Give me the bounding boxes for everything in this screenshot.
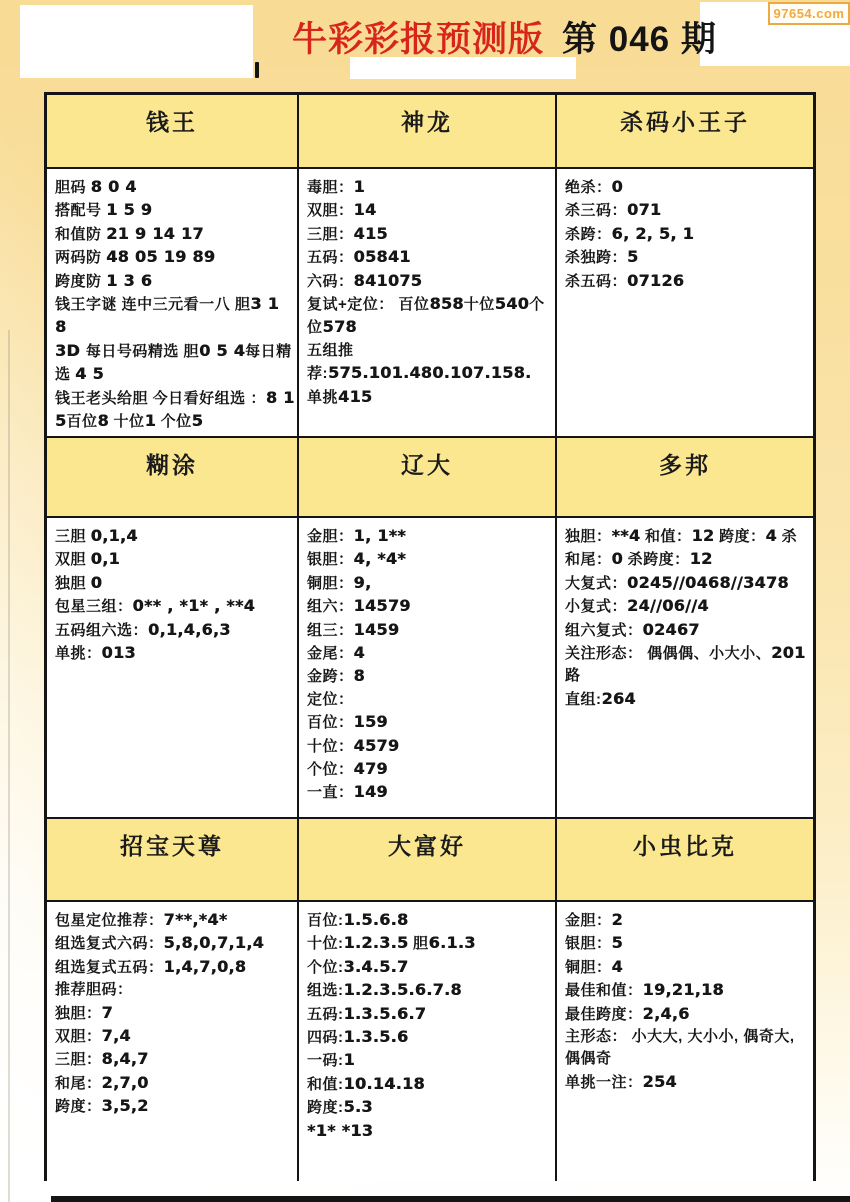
prediction-numbers: **4 (611, 526, 641, 545)
text-line (307, 1120, 553, 1143)
prediction-numbers: 02467 (642, 619, 700, 639)
text-line (307, 1096, 553, 1119)
section-title-shamaxiaowangzi: 杀码小王子 (557, 95, 813, 167)
text-line (55, 293, 295, 340)
text-line (55, 1025, 295, 1048)
prediction-numbers: 578 (322, 317, 357, 337)
prediction-numbers: 4 (611, 956, 623, 976)
section-content-shenlong (299, 169, 555, 436)
scan-edge-line (8, 330, 10, 1202)
text-line (307, 1073, 553, 1096)
text-line (55, 932, 295, 955)
prediction-numbers: 1 (343, 1050, 355, 1070)
prediction-label: 最佳跨度： (565, 1005, 643, 1023)
prediction-label: 组选复式五码： (55, 958, 164, 976)
section-title-dafuhao: 大富好 (299, 819, 555, 900)
prediction-numbers: 415 (338, 386, 373, 406)
text-line (55, 548, 295, 571)
prediction-numbers: 8,4,7 (101, 1049, 149, 1069)
prediction-label: 金胆： (307, 528, 354, 545)
prediction-numbers: 159 (353, 712, 388, 732)
prediction-numbers: 1.2.3.5.6.7.8 (343, 980, 462, 1000)
text-line (565, 979, 811, 1002)
prediction-label: 双胆 (55, 551, 91, 569)
section-content-zhaobaotianzun (47, 902, 297, 1181)
text-line (55, 1095, 295, 1118)
text-line (565, 932, 811, 955)
prediction-numbers: 1 3 6 (106, 270, 153, 290)
text-line (55, 246, 295, 269)
prediction-label: 金胆： (565, 912, 612, 929)
text-line (307, 293, 553, 340)
prediction-numbers: 149 (353, 782, 388, 802)
prediction-label: 杀跨： (565, 225, 612, 243)
prediction-numbers: 8 0 4 (90, 177, 137, 196)
prediction-label: 单挑 (307, 388, 339, 406)
prediction-numbers: 24//06//4 (627, 596, 709, 616)
prediction-label: 胆码 (55, 179, 91, 196)
prediction-numbers: 1.3.5.6 (343, 1027, 409, 1047)
prediction-label: 跨度防 (55, 272, 107, 290)
text-line (55, 1072, 295, 1095)
prediction-numbers: 5 (611, 933, 623, 953)
prediction-label: 组三： (307, 621, 354, 639)
prediction-numbers: 415 (353, 223, 388, 243)
prediction-numbers: 0** , *1* , **4 (132, 596, 256, 616)
prediction-label: 三胆 (55, 528, 91, 545)
text-line (307, 340, 553, 386)
text-line (307, 548, 553, 571)
section-title-qianwang: 钱王 (47, 95, 297, 167)
prediction-label: 个位: (307, 958, 344, 976)
prediction-label: 绝杀： (565, 179, 612, 196)
prediction-label: 组六： (307, 598, 354, 616)
prediction-label: 两码防 (55, 249, 107, 267)
prediction-numbers: 48 05 19 89 (106, 247, 216, 267)
prediction-label: 大复式： (565, 574, 628, 592)
prediction-label: 推荐胆码： (55, 981, 133, 999)
prediction-numbers: 3D (55, 340, 86, 360)
prediction-label: 独胆： (55, 1004, 102, 1022)
text-line (565, 909, 811, 932)
text-line (55, 956, 295, 979)
prediction-label: 金尾： (307, 645, 354, 663)
prediction-label: 铜胆： (307, 574, 354, 592)
prediction-label: 铜胆： (565, 958, 612, 976)
prediction-label: 三胆： (307, 225, 354, 243)
prediction-numbers: 8 (353, 666, 365, 686)
section-content-liaoda (299, 518, 555, 817)
bottom-rule (51, 1196, 850, 1202)
prediction-label: 十位： (307, 737, 354, 755)
prediction-label: 跨度: (307, 1099, 344, 1117)
prediction-numbers: 21 9 14 17 (106, 223, 204, 243)
prediction-numbers: 4 (765, 526, 777, 545)
prediction-numbers: 05841 (353, 247, 411, 267)
prediction-numbers: 2,4,6 (642, 1003, 690, 1023)
text-line (565, 1026, 811, 1071)
prediction-label: 五码: (307, 1005, 344, 1023)
text-line (307, 735, 553, 758)
poster-title: 牛彩彩报预测版 (292, 20, 545, 59)
prediction-label: 杀和尾： (565, 528, 798, 569)
prediction-label: 直组: (565, 690, 602, 708)
prediction-label: 每日精选 (55, 342, 292, 384)
text-line (55, 270, 295, 293)
text-line (565, 595, 811, 618)
prediction-label: 跨度： (55, 1098, 102, 1116)
prediction-label: 百位 (66, 413, 98, 431)
prediction-numbers: 575.101.480.107.158. (328, 363, 532, 383)
prediction-label: 复试+定位： 百位 (307, 296, 430, 314)
text-line (565, 525, 811, 572)
prediction-label: 独胆： (565, 528, 612, 545)
prediction-numbers: 7,4 (101, 1026, 131, 1046)
text-line (565, 270, 811, 293)
prediction-numbers: 6.1.3 (428, 933, 476, 953)
text-line (307, 642, 553, 665)
prediction-numbers: 3 1 8 (55, 294, 280, 337)
prediction-numbers: 0 (611, 177, 623, 196)
prediction-numbers: 10.14.18 (343, 1073, 425, 1093)
prediction-label: 金跨： (307, 668, 354, 686)
prediction-label: 百位： (307, 714, 354, 732)
prediction-label: 单挑： (55, 645, 102, 663)
section-content-qianwang (47, 169, 297, 436)
prediction-label: 和尾： (55, 1074, 102, 1092)
prediction-numbers: 3,5,2 (101, 1096, 149, 1116)
prediction-label: 关注形态： 偶偶偶、小大小、 (565, 645, 772, 663)
text-line (307, 572, 553, 595)
prediction-numbers: 0,1,4,6,3 (148, 619, 231, 639)
prediction-numbers: 1.5.6.8 (343, 910, 409, 929)
prediction-label: 双胆： (55, 1028, 102, 1046)
section-title-hutu: 糊涂 (47, 438, 297, 516)
prediction-label: 十位 (108, 413, 145, 431)
section-title-shenlong: 神龙 (299, 95, 555, 167)
prediction-label: 杀独跨： (565, 249, 628, 267)
prediction-numbers: 5.3 (343, 1097, 373, 1117)
text-line (307, 1026, 553, 1049)
prediction-numbers: 14 (353, 200, 377, 220)
prediction-label: 胆 (408, 935, 429, 953)
prediction-numbers: 841075 (353, 270, 423, 290)
text-line (565, 199, 811, 222)
prediction-numbers: 1 5 9 (106, 200, 153, 220)
section-content-shamaxiaowangzi (557, 169, 813, 436)
text-line (55, 525, 295, 548)
text-line (307, 199, 553, 222)
prediction-label: 杀五码： (565, 272, 628, 290)
prediction-label: 个位 (156, 413, 192, 431)
prediction-numbers: 19,21,18 (642, 980, 724, 1000)
prediction-label: 四码: (307, 1029, 344, 1047)
prediction-label: 跨度： (714, 528, 766, 545)
text-line (307, 979, 553, 1002)
prediction-numbers: 0,1,4 (90, 526, 138, 545)
prediction-label: 最佳和值： (565, 982, 643, 1000)
prediction-numbers: 2 (611, 910, 623, 929)
prediction-numbers: 1.3.5.6.7 (343, 1003, 427, 1023)
text-line (55, 387, 295, 434)
section-title-duobang: 多邦 (557, 438, 813, 516)
prediction-label: 杀三码： (565, 202, 628, 220)
text-line (565, 1003, 811, 1026)
text-line (307, 956, 553, 979)
prediction-numbers: 7 (101, 1002, 113, 1022)
prediction-numbers: 12 (691, 526, 715, 545)
prediction-label: 小复式： (565, 598, 628, 616)
prediction-numbers: 5,8,0,7,1,4 (163, 933, 265, 953)
text-line (565, 956, 811, 979)
prediction-numbers: 0245//0468//3478 (627, 572, 789, 592)
prediction-numbers: 0 5 4 (199, 340, 246, 360)
prediction-label: 毒胆： (307, 179, 354, 196)
prediction-label: 钱王字谜 连中三元看一八 胆 (55, 296, 251, 314)
prediction-numbers: 1 (144, 411, 156, 431)
prediction-label: 组六复式： (565, 621, 643, 639)
prediction-label: 主形态： 小大大, 大小小, 偶奇大, 偶偶奇 (565, 1028, 795, 1068)
prediction-numbers: 1, 1** (353, 526, 406, 545)
text-line (55, 1048, 295, 1071)
prediction-label: 双胆： (307, 202, 354, 220)
text-line (565, 246, 811, 269)
prediction-numbers: 8 (97, 411, 109, 431)
prediction-numbers: 07126 (627, 270, 685, 290)
ink-mark (255, 62, 259, 78)
prediction-label: 钱王老头给胆 今日看好组选 ： (55, 389, 266, 407)
prediction-numbers: 1459 (353, 619, 400, 639)
text-line (55, 979, 295, 1001)
text-line (307, 270, 553, 293)
prediction-numbers: 14579 (353, 596, 411, 616)
prediction-label: 和值防 (55, 225, 107, 243)
text-line (565, 688, 811, 711)
prediction-numbers: 479 (353, 759, 388, 779)
prediction-label: 组选: (307, 982, 344, 1000)
text-line (565, 572, 811, 595)
prediction-label: 五组推荐: (307, 341, 354, 383)
text-line (55, 340, 295, 387)
text-line (55, 199, 295, 222)
text-line (307, 595, 553, 618)
prediction-numbers: 5 (191, 411, 204, 431)
section-title-liaoda: 辽大 (299, 438, 555, 516)
issue-number: 第 046 期 (562, 20, 717, 59)
prediction-label: 和值: (307, 1075, 344, 1093)
prediction-numbers: 4, *4* (353, 549, 406, 569)
prediction-label: 杀跨度： (622, 551, 690, 569)
prediction-label: 包星定位推荐： (55, 912, 164, 929)
prediction-numbers: 9, (353, 572, 372, 592)
prediction-label: 十位 (463, 296, 495, 314)
page-title (292, 16, 717, 58)
text-line (307, 711, 553, 734)
text-line (307, 909, 553, 932)
prediction-numbers: 013 (101, 643, 136, 663)
prediction-numbers: 0,1 (90, 549, 120, 569)
text-line (565, 176, 811, 199)
prediction-numbers: 4579 (353, 735, 400, 755)
prediction-numbers: 7**,*4* (163, 910, 228, 929)
section-content-hutu (47, 518, 297, 817)
prediction-numbers: 0 (611, 549, 623, 569)
text-line (55, 619, 295, 642)
text-line (307, 1049, 553, 1072)
prediction-numbers: 8 1 5 (55, 387, 295, 431)
prediction-label: 组选复式六码： (55, 935, 164, 953)
section-content-xiaochongbike (557, 902, 813, 1181)
text-line (565, 223, 811, 246)
text-line (55, 176, 295, 199)
prediction-label: 独胆 (55, 574, 91, 592)
redacted-box-top-left (20, 5, 253, 78)
text-line (565, 619, 811, 642)
prediction-label: 一直： (307, 784, 354, 802)
text-line (307, 1003, 553, 1026)
prediction-label: 银胆： (565, 935, 612, 953)
prediction-numbers: 540 (494, 294, 530, 314)
text-line (307, 223, 553, 246)
text-line (55, 642, 295, 665)
prediction-numbers: 6, 2, 5, 1 (611, 223, 694, 243)
prediction-label: 包星三组： (55, 598, 133, 616)
prediction-numbers: 4 (353, 643, 365, 663)
text-line (307, 781, 553, 804)
prediction-numbers: 1 (353, 177, 365, 196)
prediction-label: 银胆： (307, 551, 354, 569)
prediction-numbers: *1* *13 (307, 1120, 374, 1140)
prediction-numbers: 1,4,7,0,8 (163, 956, 247, 976)
section-content-dafuhao (299, 902, 555, 1181)
prediction-label: 搭配号 (55, 202, 107, 220)
prediction-label: 每日号码精选 胆 (85, 342, 200, 360)
prediction-label: 一码: (307, 1052, 344, 1070)
text-line (565, 1071, 811, 1094)
prediction-grid (44, 92, 816, 1181)
text-line (307, 665, 553, 688)
prediction-numbers: 264 (601, 688, 636, 708)
prediction-numbers: 201 (771, 643, 806, 663)
prediction-label: 单挑一注： (565, 1073, 643, 1091)
text-line (55, 595, 295, 618)
prediction-label: 五码组六选： (55, 621, 149, 639)
section-title-xiaochongbike: 小虫比克 (557, 819, 813, 900)
prediction-numbers: 0 (90, 572, 103, 592)
prediction-numbers: 1.2.3.5 (343, 933, 409, 953)
watermark-badge: 97654.com (768, 2, 850, 25)
section-title-zhaobaotianzun: 招宝天尊 (47, 819, 297, 900)
prediction-label: 个位： (307, 761, 354, 779)
prediction-numbers: 5 (627, 247, 639, 267)
prediction-label: 定位： (307, 690, 354, 708)
prediction-label: 五码： (307, 249, 354, 267)
text-line (307, 758, 553, 781)
text-line (307, 176, 553, 199)
text-line (307, 689, 553, 711)
prediction-numbers: 12 (689, 549, 713, 569)
text-line (307, 525, 553, 548)
prediction-label: 六码： (307, 272, 354, 290)
prediction-label: 路 (565, 667, 581, 685)
text-line (307, 386, 553, 409)
text-line (307, 932, 553, 955)
prediction-numbers: 858 (429, 294, 464, 314)
text-line (307, 246, 553, 269)
text-line (55, 909, 295, 932)
prediction-label: 个位 (307, 296, 545, 337)
text-line (55, 572, 295, 595)
prediction-numbers: 3.4.5.7 (343, 956, 409, 976)
text-line (55, 1002, 295, 1025)
text-line (55, 223, 295, 246)
prediction-label: 十位: (307, 935, 344, 953)
prediction-label: 三胆： (55, 1051, 102, 1069)
prediction-label: 和值： (640, 528, 692, 545)
text-line (565, 642, 811, 688)
prediction-numbers: 2,7,0 (101, 1072, 149, 1092)
prediction-numbers: 4 5 (75, 364, 104, 384)
prediction-numbers: 254 (642, 1071, 677, 1091)
prediction-numbers: 071 (627, 200, 662, 220)
section-content-duobang (557, 518, 813, 817)
prediction-label: 百位: (307, 912, 344, 929)
text-line (307, 619, 553, 642)
